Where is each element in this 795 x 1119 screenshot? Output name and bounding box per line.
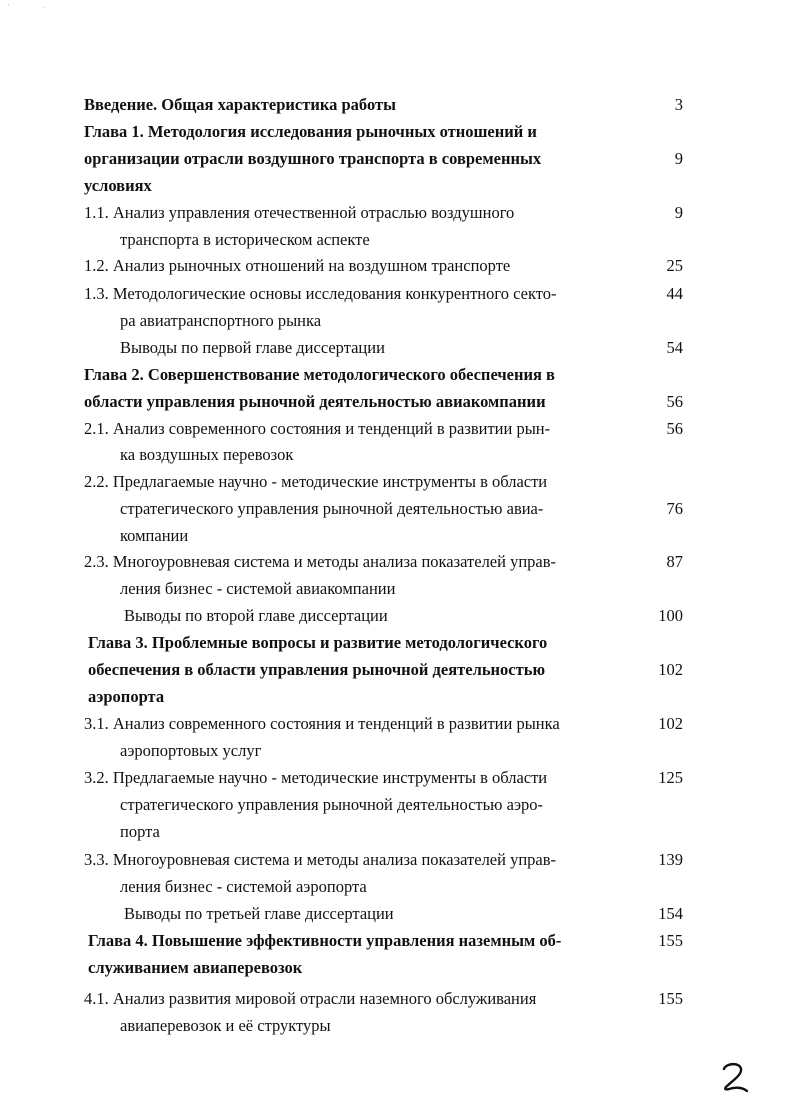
toc-page-section-2-3: 87 [666,552,683,571]
handwritten-page-number [718,1060,752,1094]
scan-mark: . [44,4,46,10]
toc-chapter-1-line-2: организации отрасли воздушного транспорта в современных [84,149,542,168]
toc-page-section-1-1: 9 [674,203,683,222]
toc-section-2-3-line-2: ления бизнес - системой авиакомпании [120,579,396,598]
toc-page-chapter-4: 155 [658,931,683,950]
toc-chapter-2-line-1: Глава 2. Совершенствование методологического обеспечения в [84,365,555,384]
toc-section-1-3-line-2: ра авиатранспортного рынка [120,311,322,330]
toc-section-2-2-line-2: стратегического управления рыночной деятельностью авиа- [120,499,544,518]
toc-section-3-2-line-2: стратегического управления рыночной деятельностью аэро- [120,795,544,814]
toc-chapter-3-line-3: аэропорта [88,687,165,706]
toc-page-section-3-1: 102 [658,714,683,733]
toc-section-2-1-line-2: ка воздушных перевозок [120,445,294,464]
toc-chapter-3-line-2: обеспечения в области управления рыночной деятельностью [88,660,546,679]
toc-page-conclusions-1: 54 [666,338,683,357]
toc-page-section-1-3: 44 [666,284,683,303]
toc-chapter-2-line-2: области управления рыночной деятельностью авиакомпании [84,392,546,411]
toc-page-chapter-3: 102 [658,660,683,679]
toc-section-3-3-line-2: ления бизнес - системой аэропорта [120,877,367,896]
toc-conclusions-2: Выводы по второй главе диссертации [124,606,388,625]
toc-section-3-1-line-2: аэропортовых услуг [120,741,262,760]
toc-section-1-1-line-1: 1.1. Анализ управления отечественной отраслью воздушного [84,203,515,222]
scan-mark: ' [8,4,10,10]
toc-section-4-1-line-1: 4.1. Анализ развития мировой отрасли наземного обслуживания [84,989,537,1008]
toc-chapter-3-line-1: Глава 3. Проблемные вопросы и развитие методологического [88,633,548,652]
toc-section-1-3-line-1: 1.3. Методологические основы исследования конкурентного секто- [84,284,557,303]
toc-section-1-2-line-1: 1.2. Анализ рыночных отношений на воздушном транспорте [84,256,511,275]
toc-section-2-2-line-3: компании [120,526,189,545]
toc-section-3-3-line-1: 3.3. Многоуровневая система и методы анализа показателей управ- [84,850,557,869]
toc-chapter-4-line-2: служиванием авиаперевозок [88,958,303,977]
toc-conclusions-3: Выводы по третьей главе диссертации [124,904,394,923]
toc-page-intro: 3 [674,95,683,114]
toc-page-chapter-2: 56 [666,392,683,411]
toc-page-section-1-2: 25 [666,256,683,275]
toc-chapter-1-line-1: Глава 1. Методология исследования рыночных отношений и [84,122,537,141]
toc-section-3-1-line-1: 3.1. Анализ современного состояния и тенденций в развитии рынка [84,714,560,733]
toc-page-section-3-3: 139 [658,850,683,869]
toc-page-section-2-1: 56 [666,419,683,438]
toc-chapter-1-line-3: условиях [84,176,152,195]
toc-page-chapter-1: 9 [674,149,683,168]
toc-section-2-3-line-1: 2.3. Многоуровневая система и методы анализа показателей управ- [84,552,557,571]
toc-section-3-2-line-1: 3.2. Предлагаемые научно - методические инструменты в области [84,768,548,787]
toc-section-2-1-line-1: 2.1. Анализ современного состояния и тенденций в развитии рын- [84,419,551,438]
toc-page-section-2-2: 76 [666,499,683,518]
toc-chapter-4-line-1: Глава 4. Повышение эффективности управления наземным об- [88,931,562,950]
toc-entry-intro: Введение. Общая характеристика работы [84,95,396,114]
toc-section-4-1-line-2: авиаперевозок и её структуры [120,1016,331,1035]
toc-page-conclusions-3: 154 [658,904,683,923]
toc-conclusions-1: Выводы по первой главе диссертации [120,338,385,357]
toc-page-conclusions-2: 100 [658,606,683,625]
toc-section-3-2-line-3: порта [120,822,160,841]
toc-section-1-1-line-2: транспорта в историческом аспекте [120,230,370,249]
toc-page-section-4-1: 155 [658,989,683,1008]
toc-page-section-3-2: 125 [658,768,683,787]
toc-section-2-2-line-1: 2.2. Предлагаемые научно - методические инструменты в области [84,472,548,491]
